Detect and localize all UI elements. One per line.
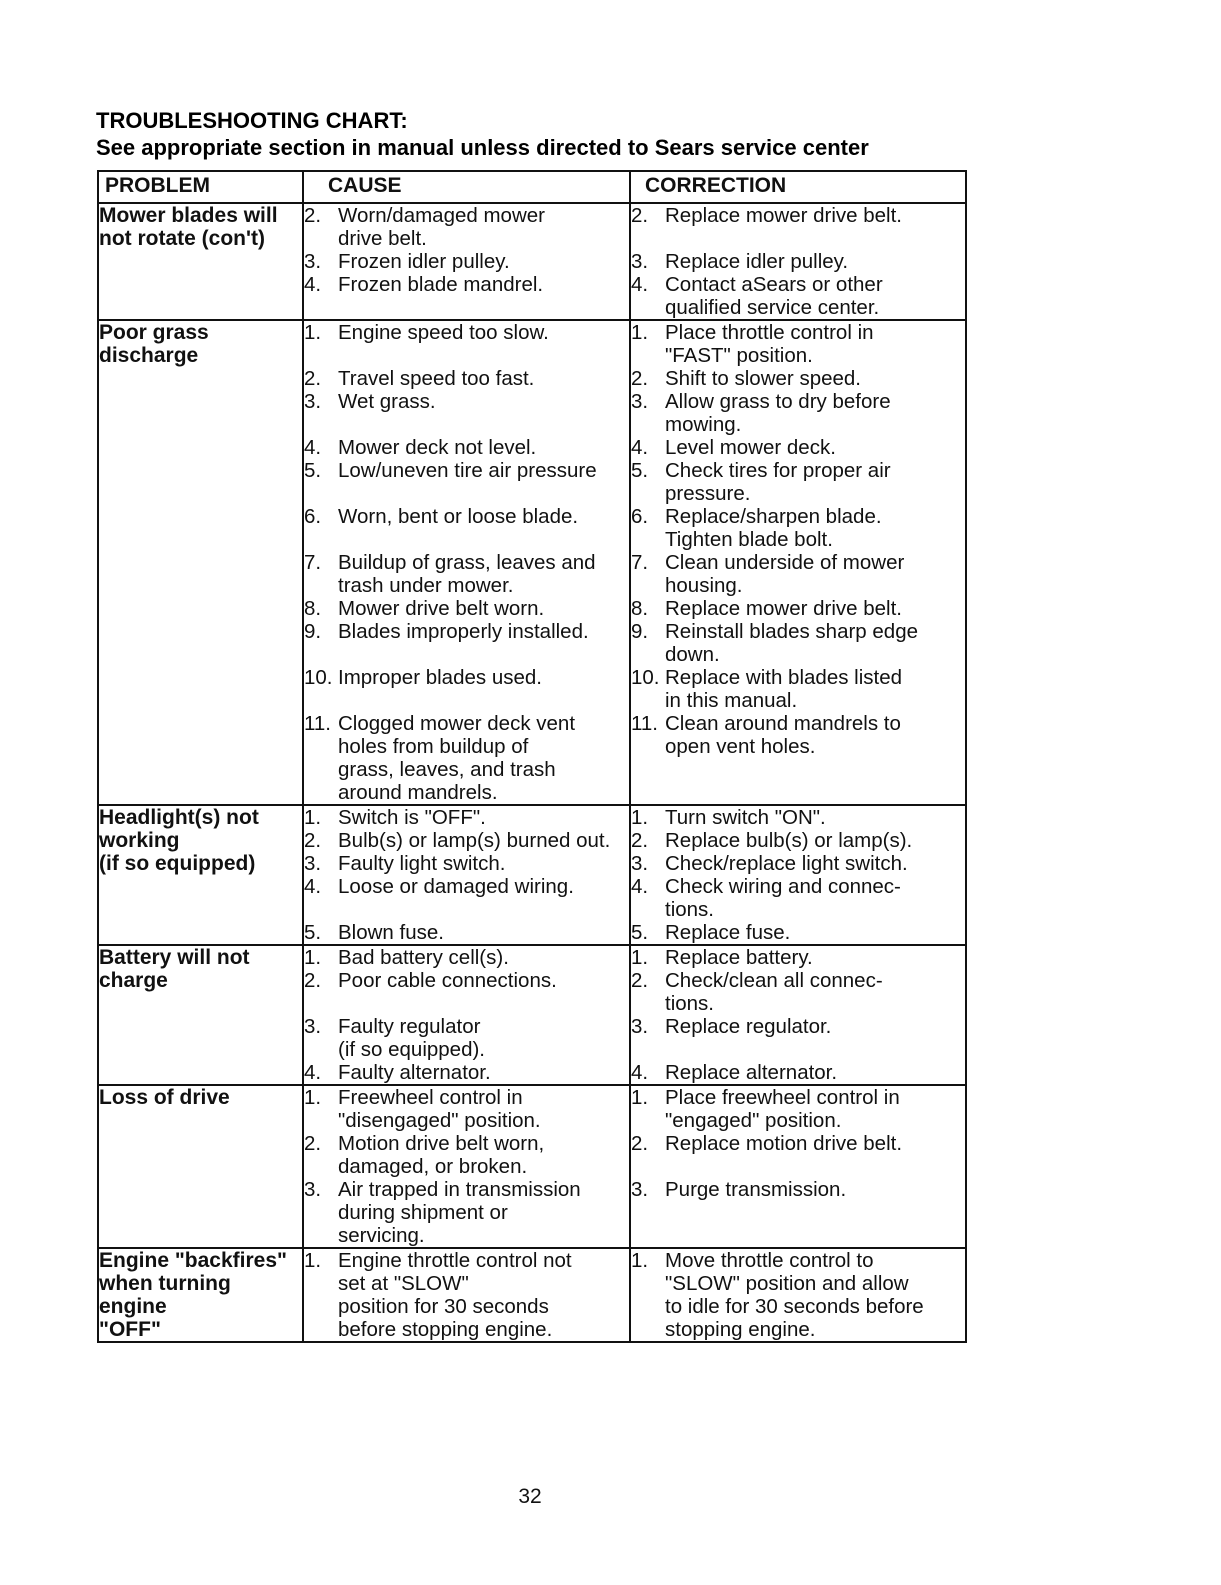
item-text: Clogged mower deck vent holes from buildup of grass, leaves, and trash around mandrels. <box>338 712 576 804</box>
cause-item <box>304 921 629 944</box>
item-number: 1. <box>631 946 649 969</box>
item-number: 5. <box>304 459 322 482</box>
cause-item <box>304 436 629 459</box>
item-number: 8. <box>304 597 322 620</box>
item-number: 3. <box>304 852 322 875</box>
item-text: Worn/damaged mower drive belt. <box>338 204 545 250</box>
item-text: Frozen blade mandrel. <box>338 273 544 296</box>
table-row <box>98 945 966 1085</box>
problem-cell: Engine "backfires" when turning engine "OFF" <box>98 1248 303 1342</box>
item-text: Frozen idler pulley. <box>338 250 510 273</box>
table-row <box>98 1248 966 1342</box>
item-number: 4. <box>631 436 649 459</box>
cause-item <box>304 204 629 250</box>
cause-item <box>304 459 629 482</box>
item-text: Place freewheel control in "engaged" position. <box>665 1086 900 1132</box>
cause-item <box>304 390 629 413</box>
item-number: 6. <box>304 505 322 528</box>
column-header-correction: CORRECTION <box>630 171 966 203</box>
correction-item <box>631 921 965 944</box>
item-number: 2. <box>304 367 322 390</box>
item-text: Clean underside of mower housing. <box>665 551 905 597</box>
item-number: 8. <box>631 597 649 620</box>
item-number: 4. <box>631 1061 649 1084</box>
item-text: Level mower deck. <box>665 436 836 459</box>
item-number: 4. <box>304 436 322 459</box>
item-number: 7. <box>631 551 649 574</box>
item-text: Clean around mandrels to open vent holes. <box>665 712 901 758</box>
item-number: 2. <box>631 204 649 227</box>
item-text: Move throttle control to "SLOW" position and allow to idle for 30 seconds before stopping engine. <box>665 1249 924 1341</box>
item-number: 11. <box>631 712 658 735</box>
item-number: 2. <box>631 367 649 390</box>
cause-item <box>304 1061 629 1084</box>
item-number: 1. <box>631 1249 649 1272</box>
item-text: Reinstall blades sharp edge down. <box>665 620 918 666</box>
item-text: Switch is "OFF". <box>338 806 486 829</box>
correction-item <box>631 204 965 227</box>
correction-item <box>631 250 965 273</box>
correction-item <box>631 1132 965 1155</box>
item-number: 9. <box>304 620 322 643</box>
item-text: Shift to slower speed. <box>665 367 861 390</box>
item-text: Blades improperly installed. <box>338 620 589 643</box>
item-number: 1. <box>304 806 322 829</box>
item-text: Engine throttle control not set at "SLOW" position for 30 seconds before stopping engine. <box>338 1249 572 1341</box>
item-text: Faulty alternator. <box>338 1061 491 1084</box>
item-text: Mower deck not level. <box>338 436 537 459</box>
cause-item <box>304 551 629 597</box>
item-text: Replace alternator. <box>665 1061 838 1084</box>
item-text: Blown fuse. <box>338 921 444 944</box>
troubleshooting-table <box>97 170 967 1343</box>
item-text: Buildup of grass, leaves and trash under mower. <box>338 551 596 597</box>
cause-item <box>304 1086 629 1132</box>
item-number: 9. <box>631 620 649 643</box>
item-text: Bulb(s) or lamp(s) burned out. <box>338 829 611 852</box>
item-text: Replace mower drive belt. <box>665 597 902 620</box>
correction-item <box>631 620 965 666</box>
correction-item <box>631 852 965 875</box>
item-text: Check/replace light switch. <box>665 852 908 875</box>
item-number: 2. <box>304 829 322 852</box>
correction-item <box>631 505 965 551</box>
correction-item <box>631 712 965 758</box>
item-text: Replace with blades listed in this manual. <box>665 666 903 712</box>
item-text: Low/uneven tire air pressure <box>338 459 597 482</box>
item-number: 3. <box>631 390 649 413</box>
correction-item <box>631 1015 965 1038</box>
item-text: Replace bulb(s) or lamp(s). <box>665 829 913 852</box>
table-body <box>98 203 966 1342</box>
cause-item <box>304 1132 629 1178</box>
item-number: 4. <box>304 273 322 296</box>
problem-cell: Loss of drive <box>98 1085 303 1248</box>
correction-item <box>631 273 965 319</box>
cause-cell <box>303 805 630 945</box>
correction-item <box>631 321 965 367</box>
table-row <box>98 320 966 805</box>
chart-title: TROUBLESHOOTING CHART: <box>96 108 408 133</box>
item-number: 2. <box>304 1132 322 1155</box>
item-number: 2. <box>631 829 649 852</box>
cause-item <box>304 505 629 528</box>
correction-item <box>631 1249 965 1341</box>
correction-cell <box>630 1248 966 1342</box>
correction-item <box>631 551 965 597</box>
cause-item <box>304 969 629 992</box>
cause-item <box>304 946 629 969</box>
item-text: Engine speed too slow. <box>338 321 549 344</box>
item-number: 4. <box>304 875 322 898</box>
cause-item <box>304 597 629 620</box>
item-number: 1. <box>631 321 649 344</box>
item-number: 7. <box>304 551 322 574</box>
problem-cell: Headlight(s) not working (if so equipped) <box>98 805 303 945</box>
cause-cell <box>303 203 630 320</box>
item-text: Replace idler pulley. <box>665 250 849 273</box>
cause-item <box>304 712 629 804</box>
cause-item <box>304 273 629 296</box>
table-row <box>98 1085 966 1248</box>
item-text: Bad battery cell(s). <box>338 946 509 969</box>
cause-cell <box>303 1085 630 1248</box>
item-text: Replace regulator. <box>665 1015 832 1038</box>
page-number: 32 <box>518 1485 542 1508</box>
item-number: 2. <box>304 969 322 992</box>
cause-item <box>304 666 629 689</box>
item-text: Improper blades used. <box>338 666 542 689</box>
correction-item <box>631 390 965 436</box>
item-number: 1. <box>631 1086 649 1109</box>
item-text: Motion drive belt worn, damaged, or broken. <box>338 1132 545 1178</box>
item-text: Mower drive belt worn. <box>338 597 545 620</box>
cause-item <box>304 1178 629 1247</box>
correction-item <box>631 597 965 620</box>
item-number: 10. <box>631 666 660 689</box>
item-number: 3. <box>631 852 649 875</box>
correction-item <box>631 875 965 921</box>
item-text: Faulty regulator (if so equipped). <box>338 1015 486 1061</box>
item-number: 2. <box>631 969 649 992</box>
cause-item <box>304 620 629 643</box>
item-number: 5. <box>631 921 649 944</box>
item-text: Allow grass to dry before mowing. <box>665 390 891 436</box>
column-header-problem: PROBLEM <box>98 171 303 203</box>
correction-item <box>631 806 965 829</box>
cause-cell <box>303 945 630 1085</box>
problem-cell: Poor grass discharge <box>98 320 303 805</box>
item-text: Replace fuse. <box>665 921 791 944</box>
correction-item <box>631 1178 965 1201</box>
item-text: Replace motion drive belt. <box>665 1132 903 1155</box>
correction-cell <box>630 805 966 945</box>
item-text: Turn switch "ON". <box>665 806 826 829</box>
item-text: Worn, bent or loose blade. <box>338 505 579 528</box>
table-row <box>98 203 966 320</box>
item-number: 3. <box>304 390 322 413</box>
item-text: Wet grass. <box>338 390 436 413</box>
correction-item <box>631 459 965 505</box>
item-number: 4. <box>631 875 649 898</box>
cause-item <box>304 806 629 829</box>
correction-item <box>631 1061 965 1084</box>
item-number: 4. <box>631 273 649 296</box>
item-number: 3. <box>304 1178 322 1201</box>
item-text: Check tires for proper air pressure. <box>665 459 891 505</box>
correction-item <box>631 367 965 390</box>
correction-cell <box>630 320 966 805</box>
item-text: Loose or damaged wiring. <box>338 875 574 898</box>
item-number: 1. <box>631 806 649 829</box>
item-number: 3. <box>631 250 649 273</box>
cause-item <box>304 1249 629 1341</box>
correction-item <box>631 1086 965 1132</box>
item-text: Contact aSears or other qualified service center. <box>665 273 883 319</box>
item-text: Purge transmission. <box>665 1178 847 1201</box>
item-text: Replace battery. <box>665 946 813 969</box>
item-number: 1. <box>304 321 322 344</box>
item-number: 10. <box>304 666 333 689</box>
item-number: 5. <box>304 921 322 944</box>
correction-cell <box>630 945 966 1085</box>
item-number: 6. <box>631 505 649 528</box>
item-number: 3. <box>631 1178 649 1201</box>
cause-cell <box>303 320 630 805</box>
item-text: Replace/sharpen blade. Tighten blade bolt. <box>665 505 882 551</box>
correction-item <box>631 829 965 852</box>
correction-item <box>631 436 965 459</box>
table-header-row <box>98 171 966 203</box>
cause-item <box>304 250 629 273</box>
problem-cell: Mower blades will not rotate (con't) <box>98 203 303 320</box>
item-number: 5. <box>631 459 649 482</box>
item-text: Freewheel control in "disengaged" position. <box>338 1086 541 1132</box>
correction-item <box>631 666 965 712</box>
correction-cell <box>630 1085 966 1248</box>
item-text: Place throttle control in "FAST" position. <box>665 321 874 367</box>
item-text: Check wiring and connec- tions. <box>665 875 901 921</box>
cause-item <box>304 321 629 344</box>
problem-cell: Battery will not charge <box>98 945 303 1085</box>
item-number: 3. <box>304 1015 322 1038</box>
item-text: Travel speed too fast. <box>338 367 535 390</box>
item-number: 2. <box>631 1132 649 1155</box>
item-number: 1. <box>304 1249 322 1272</box>
cause-item <box>304 367 629 390</box>
item-text: Replace mower drive belt. <box>665 204 902 227</box>
item-number: 1. <box>304 946 322 969</box>
item-text: Faulty light switch. <box>338 852 506 875</box>
cause-item <box>304 875 629 898</box>
cause-item <box>304 1015 629 1061</box>
item-text: Air trapped in transmission during shipment or servicing. <box>338 1178 581 1247</box>
column-header-cause: CAUSE <box>303 171 630 203</box>
correction-item <box>631 969 965 1015</box>
cause-item <box>304 852 629 875</box>
cause-cell <box>303 1248 630 1342</box>
item-number: 3. <box>631 1015 649 1038</box>
cause-item <box>304 829 629 852</box>
item-number: 2. <box>304 204 322 227</box>
item-number: 1. <box>304 1086 322 1109</box>
item-number: 11. <box>304 712 331 735</box>
item-text: Check/clean all connec- tions. <box>665 969 883 1015</box>
chart-subtitle: See appropriate section in manual unless directed to Sears service center <box>96 135 869 160</box>
correction-item <box>631 946 965 969</box>
correction-cell <box>630 203 966 320</box>
item-number: 4. <box>304 1061 322 1084</box>
item-number: 3. <box>304 250 322 273</box>
item-text: Poor cable connections. <box>338 969 557 992</box>
table-row <box>98 805 966 945</box>
